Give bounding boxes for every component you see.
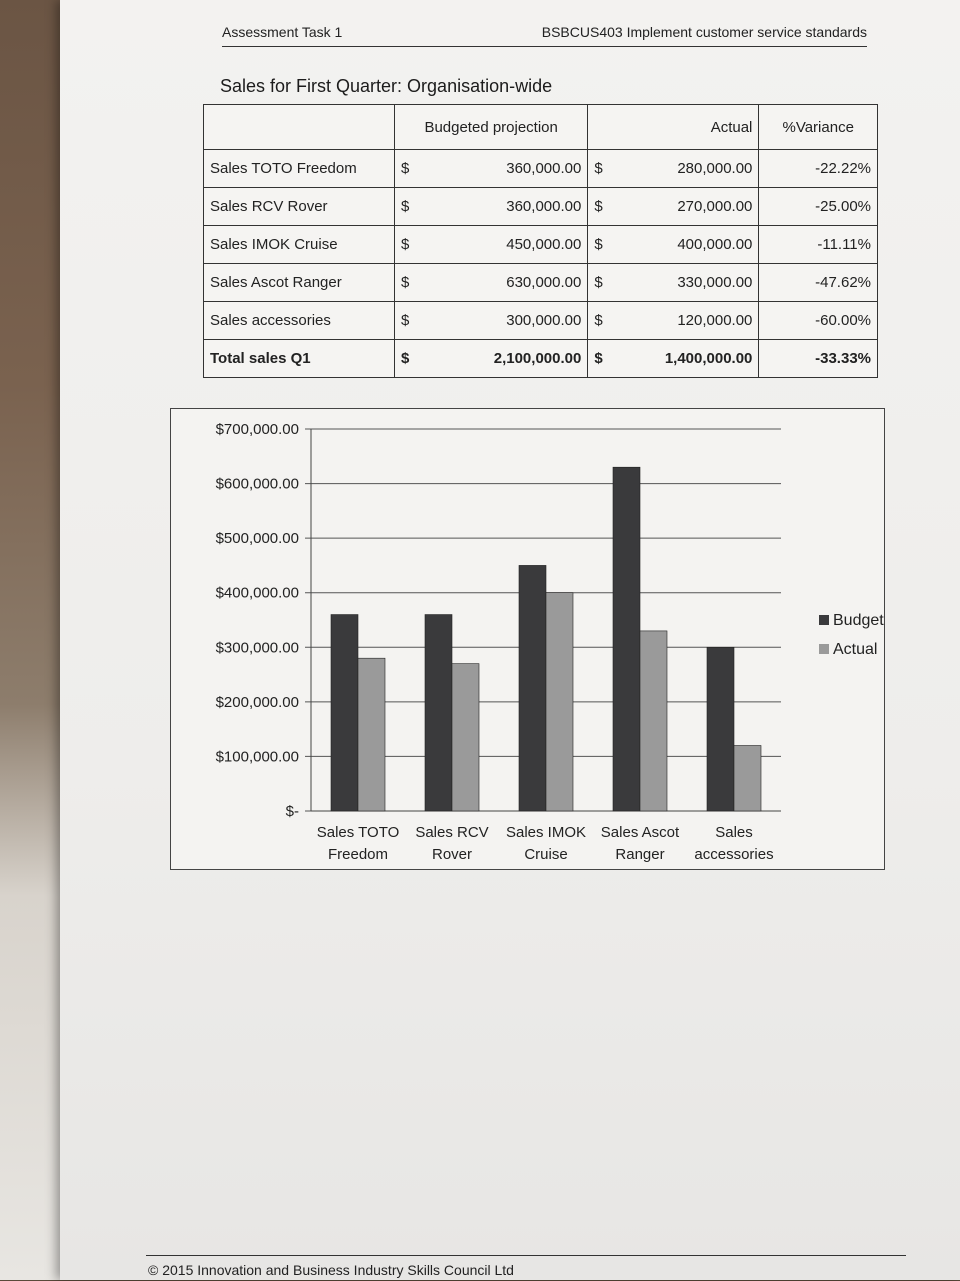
legend-label-actual: Actual (833, 641, 878, 658)
row-label: Sales IMOK Cruise (204, 226, 395, 264)
row-label: Sales TOTO Freedom (204, 150, 395, 188)
currency-symbol: $ (588, 340, 619, 378)
row-label: Sales Ascot Ranger (204, 264, 395, 302)
currency-symbol: $ (395, 188, 426, 226)
currency-symbol: $ (588, 302, 619, 340)
currency-symbol: $ (395, 226, 426, 264)
table-row (204, 302, 878, 340)
x-tick-label: Freedom (327, 846, 389, 863)
bar-actual (358, 658, 385, 811)
table-row (204, 150, 878, 188)
table-row (204, 226, 878, 264)
x-tick-label: accessories (694, 846, 774, 863)
currency-symbol: $ (395, 302, 426, 340)
currency-symbol: $ (588, 188, 619, 226)
total-actual-value: 1,400,000.00 (618, 340, 759, 378)
bar-actual (452, 664, 479, 811)
x-tick-label: Sales Ascot (600, 824, 680, 841)
y-tick-label: $700,000.00 (215, 421, 299, 438)
x-tick-label: Sales TOTO (316, 824, 400, 841)
budget-value: 360,000.00 (425, 150, 588, 188)
bar-actual (640, 631, 667, 811)
table-header-row (204, 105, 878, 150)
x-tick-label: Ranger (615, 846, 665, 863)
y-tick-label: $500,000.00 (215, 530, 299, 548)
budget-value: 360,000.00 (425, 188, 588, 226)
bar-budget (707, 647, 734, 811)
y-tick-label: $- (285, 803, 299, 820)
variance-value: -60.00% (759, 302, 878, 340)
currency-symbol: $ (395, 264, 426, 302)
page-header (222, 20, 867, 47)
table-total-row (204, 340, 878, 378)
column-header (204, 105, 395, 150)
bar-budget (613, 467, 640, 811)
actual-value: 280,000.00 (618, 150, 759, 188)
table-row (204, 264, 878, 302)
y-tick-label: $400,000.00 (215, 584, 299, 602)
y-tick-label: $200,000.00 (215, 693, 299, 711)
currency-symbol: $ (588, 150, 619, 188)
row-label: Sales accessories (204, 302, 395, 340)
chart-canvas (171, 409, 884, 869)
actual-value: 400,000.00 (618, 226, 759, 264)
y-tick-label: $100,000.00 (215, 748, 299, 766)
legend-label-budget: Budget (833, 612, 884, 629)
table-row (204, 188, 878, 226)
total-budget-value: 2,100,000.00 (425, 340, 588, 378)
bar-actual (734, 746, 761, 811)
bar-budget (519, 565, 546, 811)
column-header-budget: Budgeted projection (395, 105, 588, 150)
currency-symbol: $ (395, 150, 426, 188)
column-header-actual: Actual (588, 105, 759, 150)
page-footer (146, 1255, 906, 1281)
y-tick-label: $300,000.00 (215, 639, 299, 657)
total-variance-value: -33.33% (759, 340, 878, 378)
column-header-variance: %Variance (759, 105, 878, 150)
copyright-text: © 2015 Innovation and Business Industry Skills Council Ltd (148, 1262, 514, 1278)
row-label: Sales RCV Rover (204, 188, 395, 226)
currency-symbol: $ (588, 264, 619, 302)
bar-budget (425, 615, 452, 811)
budget-value: 450,000.00 (425, 226, 588, 264)
actual-value: 120,000.00 (618, 302, 759, 340)
legend-swatch-budget (819, 615, 829, 625)
x-tick-label: Sales RCV (415, 824, 489, 841)
budget-value: 300,000.00 (425, 302, 588, 340)
variance-value: -47.62% (759, 264, 878, 302)
legend-swatch-actual (819, 644, 829, 654)
x-tick-label: Rover (431, 846, 473, 863)
assessment-task-label: Assessment Task 1 (222, 24, 343, 40)
sales-chart (170, 408, 885, 870)
total-label: Total sales Q1 (204, 340, 395, 378)
unit-code-label: BSBCUS403 Implement customer service standards (541, 24, 867, 40)
budget-value: 630,000.00 (425, 264, 588, 302)
currency-symbol: $ (588, 226, 619, 264)
x-tick-label: Sales IMOK (505, 824, 587, 841)
bar-actual (546, 593, 573, 811)
variance-value: -22.22% (759, 150, 878, 188)
x-tick-label: Cruise (524, 846, 568, 863)
bar-budget (331, 615, 358, 811)
variance-value: -11.11% (759, 226, 878, 264)
sales-table (203, 104, 878, 378)
variance-value: -25.00% (759, 188, 878, 226)
currency-symbol: $ (395, 340, 426, 378)
actual-value: 330,000.00 (618, 264, 759, 302)
y-tick-label: $600,000.00 (215, 475, 299, 493)
x-tick-label: Sales (715, 824, 753, 841)
section-title: Sales for First Quarter: Organisation-wide (220, 76, 553, 96)
actual-value: 270,000.00 (618, 188, 759, 226)
